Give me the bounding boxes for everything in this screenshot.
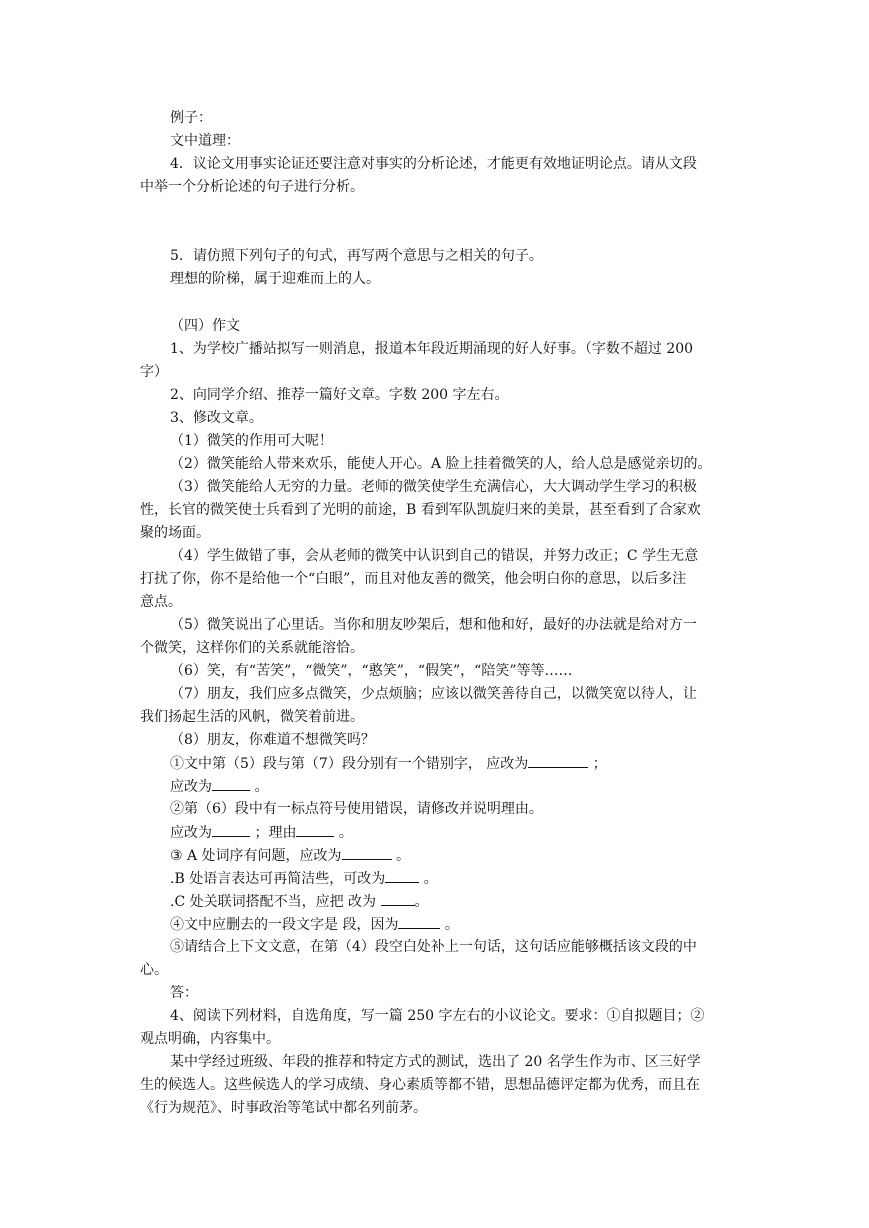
answer-blank[interactable]	[212, 822, 250, 837]
task-3-text: 3、修改文章。	[170, 410, 263, 426]
essay-paragraph-3-end: 聚的场面。	[140, 525, 210, 541]
sub-question-3b	[170, 868, 438, 889]
sub-question-2: ②第（6）段中有一标点符号使用错误，请修改并说明理由。	[170, 801, 543, 817]
sub-question-1	[170, 753, 607, 774]
essay-paragraph-4-cont: 打扰了你，你不是给他一个“白眼”，而且对他友善的微笑，他会明白你的意思，以后多注	[140, 571, 687, 587]
sub-question-2-label: 应改为	[170, 825, 212, 841]
essay-paragraph-7: （7）朋友，我们应多点微笑，少点烦脑；应该以微笑善待自己，以微笑宽以待人，让	[170, 686, 697, 702]
sub-question-3c	[170, 891, 429, 912]
essay-paragraph-3: （3）微笑能给人无穷的力量。老师的微笑使学生充满信心，大大调动学生学习的积极	[170, 479, 697, 495]
essay-paragraph-7-cont: 我们扬起生活的风帆，微笑着前进。	[140, 709, 364, 725]
sub-question-1-end: ；	[588, 756, 607, 772]
sub-question-2-answer	[170, 822, 353, 843]
material-paragraph-cont: 生的候选人。这些候选人的学习成绩、身心素质等都不错，思想品德评定都为优秀，而且在	[140, 1077, 700, 1093]
sub-question-4	[170, 914, 459, 935]
sub-question-1-line-2	[170, 776, 268, 797]
essay-paragraph-6: （6）笑，有“苦笑”，“微笑”，“憨笑”，“假笑”，“陪笑”等等……	[170, 663, 573, 679]
section-heading-composition: （四）作文	[170, 318, 240, 334]
sub-question-4-end: 。	[440, 917, 459, 933]
question-4-text: 4．议论文用事实论证还要注意对事实的分析论述，才能更有效地证明论点。请从文段	[170, 156, 697, 172]
sub-question-5-cont: 心。	[140, 962, 168, 978]
task-4-text-cont: 观点明确，内容集中。	[140, 1031, 280, 1047]
task-1-text: 1、为学校广播站拟写一则消息，报道本年段近期涌现的好人好事。（字数不超过 200	[170, 341, 694, 357]
task-2-text: 2、向同学介绍、推荐一篇好文章。字数 200 字左右。	[170, 387, 509, 403]
answer-blank[interactable]	[296, 822, 334, 837]
sub-question-3c-text: .C 处关联词搭配不当，应把 改为	[170, 894, 381, 910]
answer-blank[interactable]	[342, 845, 392, 860]
sub-question-2-reason-label: ；理由	[250, 825, 297, 841]
sub-question-2-end: 。	[334, 825, 353, 841]
question-4-text-cont: 中举一个分析论述的句子进行分析。	[140, 179, 364, 195]
answer-blank[interactable]	[385, 868, 419, 883]
question-5-example: 理想的阶梯，属于迎难而上的人。	[170, 271, 380, 287]
material-paragraph-end: 《行为规范》、时事政治等笔试中都名列前茅。	[140, 1100, 427, 1116]
sub-question-3a-text: ③ A 处词序有问题，应改为	[170, 848, 342, 864]
essay-paragraph-1: （1）微笑的作用可大呢！	[170, 433, 333, 449]
essay-paragraph-2: （2）微笑能给人带来欢乐，能使人开心。A 脸上挂着微笑的人，给人总是感觉亲切的。	[170, 456, 712, 472]
answer-blank[interactable]	[212, 776, 250, 791]
task-1-text-cont: 字）	[140, 364, 168, 380]
answer-blank[interactable]	[528, 753, 588, 768]
sub-question-3c-end: 。	[414, 894, 429, 910]
sub-question-3b-text: .B 处语言表达可再简洁些，可改为	[170, 871, 386, 887]
reasoning-label: 文中道理：	[170, 133, 240, 149]
sub-question-5: ⑤请结合上下文文意，在第（4）段空白处补上一句话，这句话应能够概括该文段的中	[170, 939, 697, 955]
answer-label: 答：	[170, 985, 198, 1001]
question-5-text: 5．请仿照下列句子的句式，再写两个意思与之相关的句子。	[170, 248, 543, 264]
sub-question-3a-end: 。	[391, 848, 411, 864]
sub-question-1-label-2: 应改为	[170, 779, 212, 795]
essay-paragraph-8: （8）朋友，你难道不想微笑吗？	[170, 732, 375, 748]
sub-question-1-end-2: 。	[250, 779, 269, 795]
sub-question-4-text: ④文中应删去的一段文字是 段，因为	[170, 917, 399, 933]
essay-paragraph-3-cont: 性，长官的微笑使士兵看到了光明的前途，B 看到军队凯旋归来的美景，甚至看到了合家欢	[140, 502, 701, 518]
essay-paragraph-4-end: 意点。	[140, 594, 182, 610]
sub-question-3b-end: 。	[419, 871, 438, 887]
answer-blank[interactable]	[381, 891, 415, 906]
answer-blank[interactable]	[398, 914, 440, 929]
sub-question-1-text: ①文中第（5）段与第（7）段分别有一个错别字， 应改为	[170, 756, 529, 772]
material-paragraph: 某中学经过班级、年段的推荐和特定方式的测试，选出了 20 名学生作为市、区三好学	[170, 1054, 701, 1070]
essay-paragraph-4: （4）学生做错了事，会从老师的微笑中认识到自己的错误，并努力改正；C 学生无意	[170, 548, 699, 564]
essay-paragraph-5-cont: 个微笑，这样你们的关系就能溶恰。	[140, 640, 364, 656]
essay-paragraph-5: （5）微笑说出了心里话。当你和朋友吵架后，想和他和好，最好的办法就是给对方一	[170, 617, 697, 633]
example-label: 例子：	[170, 110, 212, 126]
sub-question-3a	[170, 845, 410, 866]
task-4-text: 4、阅读下列材料，自选角度，写一篇 250 字左右的小议论文。要求：①自拟题目；②	[170, 1008, 705, 1024]
